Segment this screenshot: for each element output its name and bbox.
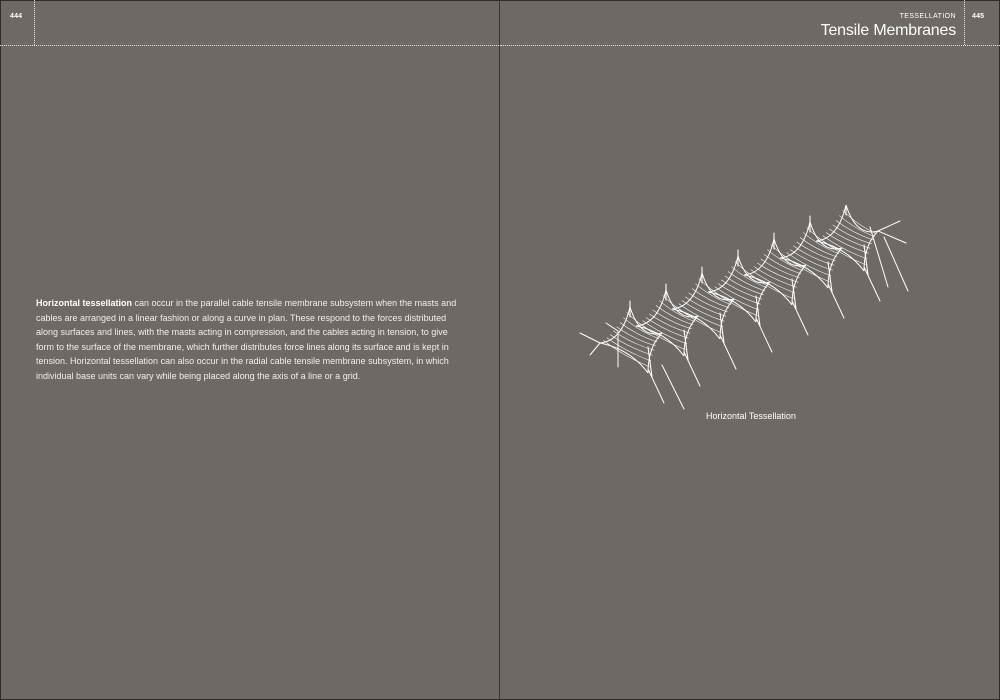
membrane-line	[833, 225, 872, 244]
paragraph-text: can occur in the parallel cable tensile membrane subsystem when the masts and cables are arranged in a linear fashion or along a curve in plan. These respond to the forces distributed along surfaces and lines, with the masts acting in compression, and the cables acting in tension, to give form to the surface of the membrane, which further distributes force lines along its surface and is kept in tension. Horizontal tessellation can also occur in the radial cable tensile membrane subsystem, in which individual base units can vary while being placed along the axis of a line or a grid.	[36, 298, 457, 381]
left-header-rule	[0, 45, 499, 46]
page-gutter	[499, 0, 500, 700]
membrane-line	[607, 338, 651, 361]
edge-cable	[846, 205, 878, 232]
ground-stay	[720, 335, 736, 369]
membrane-line	[787, 253, 831, 276]
ground-stay	[870, 227, 888, 287]
edge-cable	[780, 258, 828, 288]
ground-stay	[792, 301, 808, 335]
guy-cable	[606, 323, 618, 331]
edge-cable	[672, 309, 720, 339]
chapter-title: Tensile Membranes	[820, 22, 956, 39]
guy-cable	[580, 333, 600, 343]
edge-cable	[864, 231, 878, 271]
edge-cable	[636, 326, 684, 356]
edge-cable	[816, 241, 864, 271]
left-page-number: 444	[10, 13, 23, 20]
ground-stay	[864, 267, 880, 301]
edge-cable	[600, 343, 648, 373]
body-paragraph	[36, 296, 466, 384]
right-page-number: 445	[972, 13, 985, 20]
right-header-rule	[500, 45, 1000, 46]
ground-stay	[648, 369, 664, 403]
tensile-membrane-drawing	[570, 205, 920, 415]
membrane-line	[715, 287, 759, 310]
edge-cable	[648, 333, 662, 373]
ground-stay	[756, 318, 772, 352]
edge-cable	[828, 248, 842, 288]
guy-cable	[878, 221, 900, 231]
edge-cable	[792, 265, 806, 305]
horizontal-tessellation-illustration	[570, 205, 920, 415]
membrane-line	[643, 321, 687, 344]
ground-stay	[662, 365, 684, 409]
membrane-line	[823, 236, 867, 259]
edge-cable	[684, 316, 698, 356]
ground-stay	[828, 284, 844, 318]
ground-stay	[884, 237, 908, 291]
edge-cable	[720, 299, 734, 339]
right-page-number-divider	[964, 0, 965, 45]
paragraph-lead-term: Horizontal tessellation	[36, 298, 133, 308]
membrane-line	[751, 270, 795, 293]
section-label: TESSELLATION	[899, 13, 956, 20]
membrane-line	[679, 304, 723, 327]
guy-cable	[878, 231, 906, 243]
edge-cable	[708, 292, 756, 322]
ground-stay	[684, 352, 700, 386]
edge-cable	[744, 275, 792, 305]
left-page-number-divider	[34, 0, 35, 45]
edge-cable	[756, 282, 770, 322]
guy-cable	[590, 343, 600, 355]
figure-caption: Horizontal Tessellation	[706, 411, 796, 421]
